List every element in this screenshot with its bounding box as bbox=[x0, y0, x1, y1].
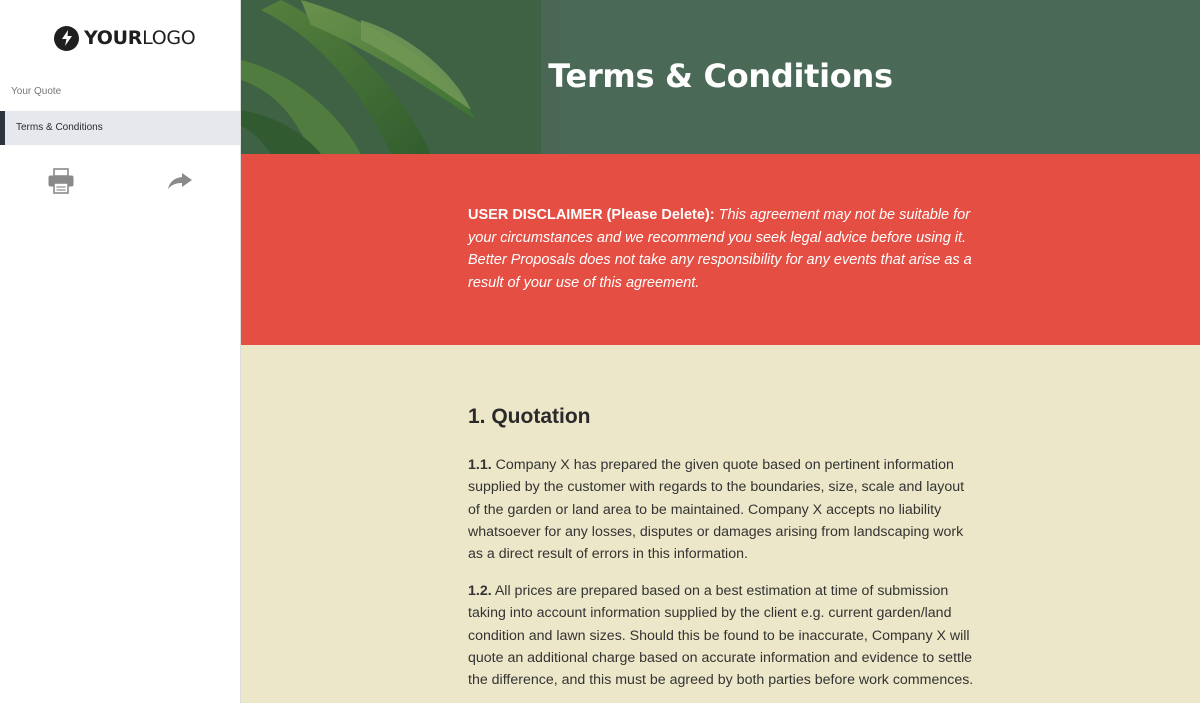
sidebar bbox=[0, 0, 241, 703]
clause-text: All prices are prepared based on a best estimation at time of submission taking into account information supplied by the client e.g. current garden/land condition and lawn sizes. Should this be found to be inaccurate, Company X will quote an additional charge based on accurate information and evidence to settle the difference, and this must be agreed by both parties before work commences. bbox=[468, 583, 974, 689]
lightning-bolt-icon bbox=[54, 26, 79, 51]
logo[interactable] bbox=[54, 25, 195, 51]
clause-number: 1.2. bbox=[468, 583, 492, 599]
clause-1-1 bbox=[468, 454, 978, 565]
disclaimer-banner bbox=[241, 154, 1200, 345]
nav-item-your-quote[interactable]: Your Quote bbox=[11, 86, 62, 97]
terms-content bbox=[241, 345, 1200, 703]
page-title: Terms & Conditions bbox=[548, 57, 893, 95]
print-button[interactable] bbox=[47, 168, 75, 194]
main-content bbox=[241, 0, 1200, 703]
logo-text-light: LOGO bbox=[142, 27, 196, 49]
clause-number: 1.1. bbox=[468, 457, 492, 473]
clause-text: Company X has prepared the given quote based on pertinent information supplied by the customer with regards to the boundaries, size, scale and layout of the garden or land area to be maintained. Company X accepts no liability whatsoever for any losses, disputes or damages arising from landscaping work as a direct result of errors in this information. bbox=[468, 457, 965, 563]
nav-item-terms-conditions[interactable]: Terms & Conditions bbox=[0, 111, 240, 145]
logo-text bbox=[84, 25, 195, 51]
share-button[interactable] bbox=[166, 168, 194, 194]
printer-icon bbox=[47, 168, 75, 194]
disclaimer-label: USER DISCLAIMER (Please Delete): bbox=[468, 207, 715, 223]
disclaimer-text: This agreement may not be suitable for your circumstances and we recommend you seek legal advice before using it. Better Proposals does not take any responsibility for any events that arise as a result of your use of this agreement. bbox=[468, 207, 972, 291]
clause-1-2 bbox=[468, 580, 978, 691]
logo-text-bold: YOUR bbox=[84, 27, 143, 49]
disclaimer-paragraph bbox=[468, 204, 978, 294]
share-arrow-icon bbox=[166, 168, 194, 194]
section-title: 1. Quotation bbox=[468, 405, 591, 428]
hero-banner bbox=[241, 0, 1200, 154]
